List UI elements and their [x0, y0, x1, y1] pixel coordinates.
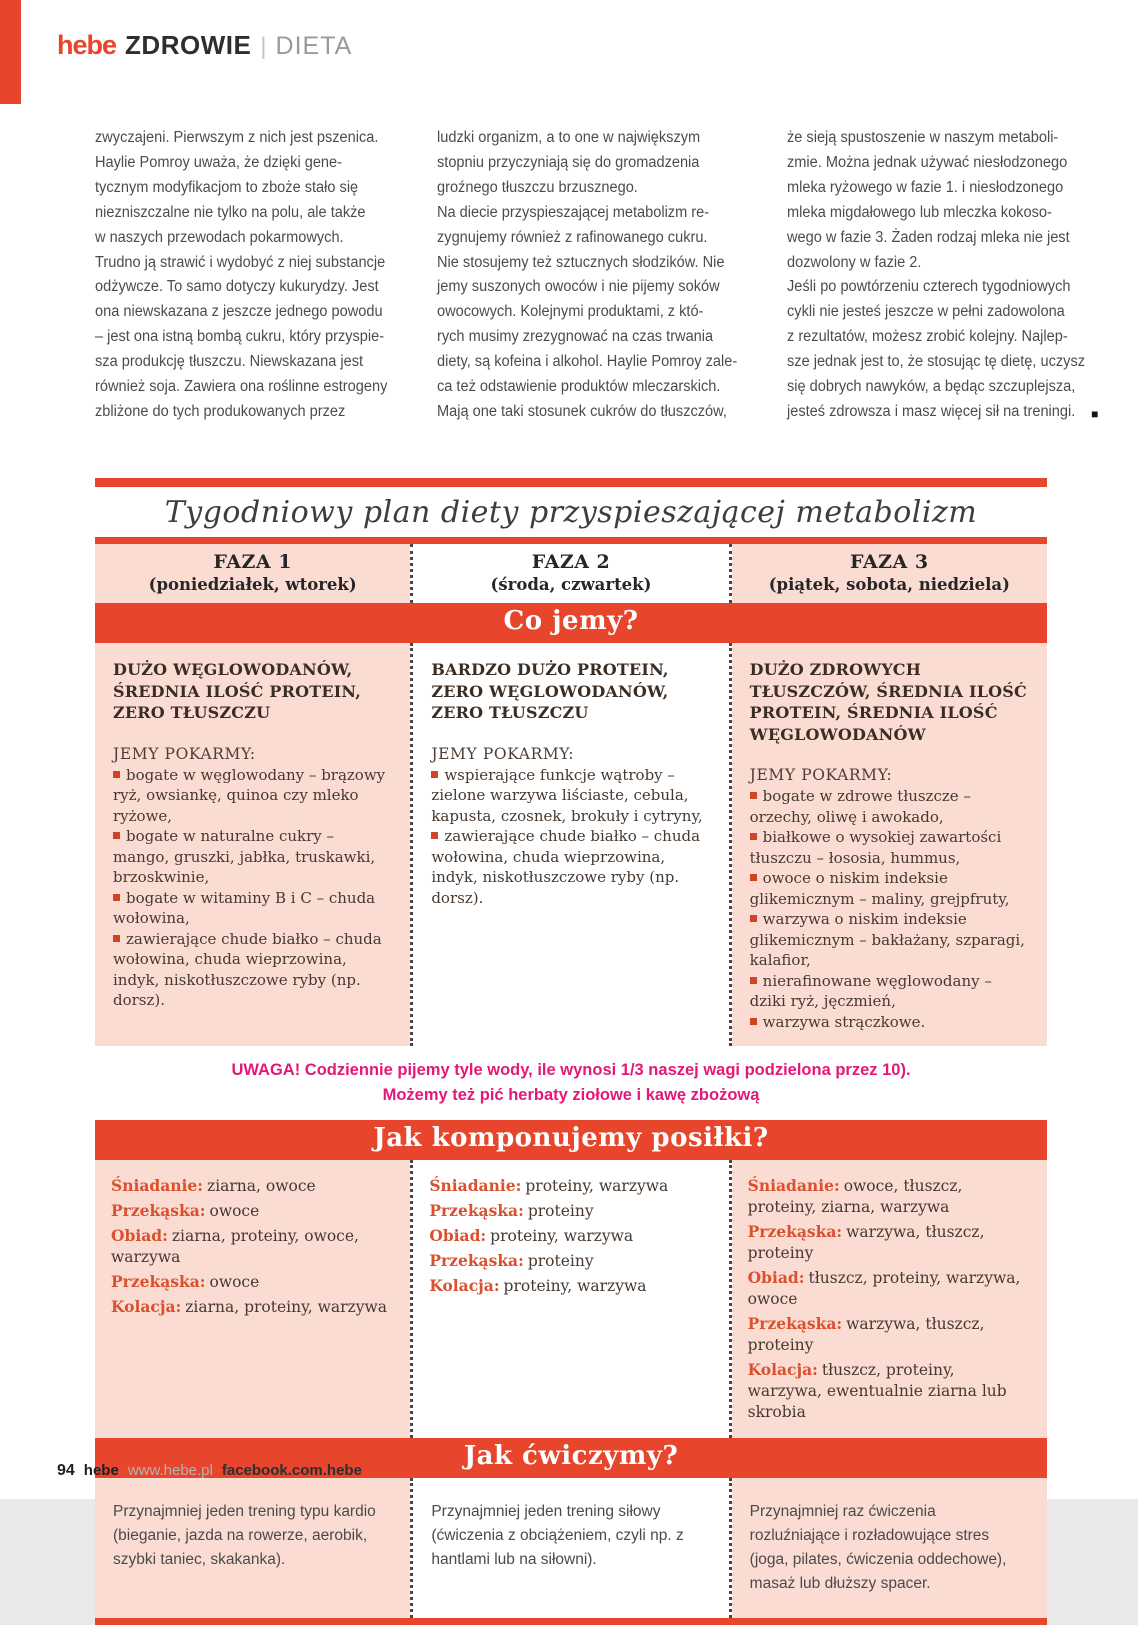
- article-line: sza produkcję tłuszczu. Niewskazana jest: [95, 353, 364, 371]
- diet-summary: DUŻO WĘGLOWODANÓW, ŚREDNIA ILOŚĆ PROTEIN, ZERO TŁUSZCZU: [113, 660, 361, 722]
- meal-label: Przekąska:: [111, 1272, 206, 1291]
- page-number: 94: [57, 1462, 75, 1479]
- meal-value: ziarna, proteiny, warzywa: [185, 1298, 387, 1316]
- meal-line: [748, 1359, 1031, 1423]
- article-line: rych musimy zrezygnować na czas trwania: [437, 328, 714, 346]
- meal-value: proteiny, warzywa: [490, 1227, 634, 1245]
- food-bullet-text: warzywa o niskim indeksie glikemicznym – bakłażany, szparagi, kalafior,: [749, 910, 1025, 969]
- article-line: zbliżone do tych produkowanych przez: [95, 402, 346, 420]
- square-bullet-icon: [431, 832, 438, 839]
- footer-website: www.hebe.pl: [127, 1462, 213, 1479]
- phase-1-header: [95, 544, 410, 603]
- meal-line: [429, 1175, 712, 1197]
- article-line: zygnujemy również z rafinowanego cukru.: [437, 228, 708, 246]
- meal-line: [748, 1313, 1031, 1356]
- meal-value: proteiny: [527, 1202, 594, 1220]
- meal-line: [111, 1296, 394, 1318]
- foods-lead: JEMY POKARMY:: [431, 744, 575, 763]
- meal-label: Obiad:: [429, 1226, 487, 1245]
- meal-value: owoce, tłuszcz, proteiny, ziarna, warzywa: [747, 1177, 963, 1216]
- what-we-eat-phase-2: [410, 643, 731, 1046]
- article-line: zmie. Można jednak używać niesłodzonego: [787, 153, 1068, 171]
- meal-value: proteiny, warzywa: [525, 1177, 669, 1195]
- exercise-text: Przynajmniej jeden trening siłowy (ćwiczenia z obciążeniem, czyli np. z hantlami lub na siłowni).: [431, 1503, 684, 1568]
- section-heading-meals: Jak komponujemy posiłki?: [95, 1120, 1047, 1160]
- food-bullet-text: bogate w węglowodany – brązowy ryż, owsiankę, quinoa czy mleko ryżowe,: [113, 765, 386, 825]
- article-line: sze jednak jest to, że stosując tę dietę, uczysz: [787, 353, 1086, 371]
- meal-label: Śniadanie:: [747, 1176, 840, 1195]
- table-title: Tygodniowy plan diety przyspieszającej metabolizm: [164, 494, 978, 530]
- food-bullet-text: zawierające chude białko – chuda wołowina, chuda wieprzowina, indyk, niskotłuszczowe ryby (np. dorsz).: [431, 827, 701, 907]
- article-line: w naszych przewodach pokarmowych.: [95, 228, 344, 246]
- food-bullet: [750, 786, 1029, 827]
- article-line: Mają one taki stosunek cukrów do tłuszczów,: [437, 402, 727, 420]
- exercise-phase-2: [410, 1478, 731, 1618]
- article-line: ona niewskazana z jeszcze jednego powodu: [95, 303, 383, 321]
- article-line: mleka ryżowego w fazie 1. i niesłodzonego: [787, 178, 1064, 196]
- square-bullet-icon: [750, 915, 757, 922]
- square-bullet-icon: [113, 894, 120, 901]
- section-heading-exercise: Jak ćwiczymy?: [95, 1438, 1047, 1478]
- article-line: jemy suszonych owoców i nie pijemy soków: [437, 278, 720, 296]
- footer-brand: hebe: [83, 1462, 119, 1479]
- food-bullet: [750, 909, 1029, 971]
- foods-lead: JEMY POKARMY:: [749, 766, 893, 784]
- meal-value: proteiny, warzywa: [503, 1277, 647, 1295]
- article-line: Nie stosujemy też sztucznych słodzików. Nie: [437, 253, 725, 271]
- brand-logo: hebe: [57, 30, 117, 60]
- meal-value: ziarna, proteiny, owoce, warzywa: [111, 1227, 359, 1266]
- exercise-phase-3: [732, 1478, 1047, 1618]
- article-line: że sieją spustoszenie w naszym metaboli-: [787, 129, 1059, 146]
- table-bottom-rule: [95, 1618, 1047, 1625]
- meal-label: Przekąska:: [747, 1314, 843, 1333]
- meals-phase-2: [410, 1160, 731, 1438]
- food-bullet: [750, 971, 1029, 1012]
- meal-label: Śniadanie:: [111, 1176, 204, 1195]
- phase-days: (środa, czwartek): [490, 575, 652, 594]
- exercise-row: [95, 1478, 1047, 1618]
- food-bullet: [113, 888, 392, 929]
- food-bullet: [113, 929, 392, 1011]
- article-line: cykli nie jesteś jeszcze w pełni zadowolona: [787, 303, 1066, 321]
- article-end-mark-icon: ■: [1091, 406, 1099, 421]
- meal-line: [111, 1175, 394, 1197]
- table-top-rule: [95, 478, 1047, 487]
- diet-summary: DUŻO ZDROWYCH TŁUSZCZÓW, ŚREDNIA ILOŚĆ PROTEIN, ŚREDNIA ILOŚĆ WĘGLOWODANÓW: [749, 660, 1027, 744]
- meal-value: proteiny: [527, 1252, 594, 1270]
- article-line: Jeśli po powtórzeniu czterech tygodniowych: [787, 278, 1071, 296]
- article-line: niezniszczalne nie tylko na polu, ale także: [95, 203, 366, 221]
- food-bullet-text: bogate w witaminy B i C – chuda wołowina,: [113, 888, 376, 927]
- food-bullet: [750, 1012, 1029, 1033]
- meal-value: warzywa, tłuszcz, proteiny: [747, 1315, 985, 1354]
- article-line: ludzki organizm, a to one w największym: [437, 129, 701, 146]
- food-bullet-text: bogate w zdrowe tłuszcze – orzechy, oliwę i awokado,: [749, 787, 971, 826]
- note-line-1: UWAGA! Codziennie pijemy tyle wody, ile wynosi 1/3 naszej wagi podzielona przez 10).: [231, 1061, 911, 1079]
- phase-3-header: [732, 544, 1047, 603]
- square-bullet-icon: [113, 832, 120, 839]
- food-bullet-text: zawierające chude białko – chuda wołowina, chuda wieprzowina, indyk, niskotłuszczowe ryby (np. dorsz).: [113, 929, 382, 1009]
- meal-line: [429, 1200, 712, 1222]
- meal-line: [748, 1221, 1031, 1264]
- article-line: ca też odstawienie produktów mleczarskich.: [437, 378, 721, 396]
- food-bullet-text: bogate w naturalne cukry – mango, gruszki, jabłka, truskawki, brzoskwinie,: [113, 827, 376, 886]
- food-bullet-text: warzywa strączkowe.: [762, 1012, 926, 1031]
- article-body: [95, 126, 1099, 425]
- food-bullet: [113, 826, 392, 888]
- article-line: również soja. Zawiera ona roślinne estrogeny: [95, 378, 388, 396]
- article-line: mleka migdałowego lub mleczka kokoso-: [787, 203, 1053, 221]
- food-bullet: [431, 826, 710, 908]
- food-bullet-text: nierafinowane węglowodany – dziki ryż, jęczmień,: [749, 971, 992, 1010]
- foods-list: [113, 765, 392, 1011]
- meal-value: owoce: [209, 1202, 260, 1220]
- food-bullet: [113, 765, 392, 827]
- article-line: z rezultatów, możesz zrobić kolejny. Najlep-: [787, 328, 1069, 346]
- food-bullet: [431, 765, 710, 827]
- food-bullet-text: wspierające funkcje wątroby – zielone warzywa liściaste, cebula, kapusta, czosnek, brokuły i cytryny,: [431, 765, 703, 825]
- square-bullet-icon: [750, 977, 757, 984]
- phase-header-row: [95, 544, 1047, 603]
- exercise-text: Przynajmniej raz ćwiczenia rozluźniające i rozładowujące stres (joga, pilates, ćwiczenia oddechowe), masaż lub dłuższy spacer.: [749, 1503, 1007, 1592]
- meal-label: Obiad:: [111, 1226, 168, 1245]
- table-title-rule: [95, 537, 1047, 544]
- square-bullet-icon: [113, 771, 120, 778]
- article-line: stopniu przyczyniają się do gromadzenia: [437, 153, 700, 171]
- meal-line: [429, 1250, 712, 1272]
- phase-2-header: [410, 544, 731, 603]
- meal-value: warzywa, tłuszcz, proteiny: [747, 1223, 985, 1262]
- article-line: jesteś zdrowsza i masz więcej sił na treningi.: [787, 402, 1076, 420]
- section-heading-what-we-eat: Co jemy?: [95, 603, 1047, 643]
- square-bullet-icon: [750, 833, 757, 840]
- article-line: zwyczajeni. Pierwszym z nich jest pszenica.: [95, 129, 379, 146]
- meals-row: [95, 1160, 1047, 1438]
- meal-label: Przekąska:: [747, 1222, 843, 1241]
- meal-label: Śniadanie:: [429, 1176, 522, 1195]
- phase-days: (piątek, sobota, niedziela): [768, 575, 1010, 594]
- square-bullet-icon: [750, 792, 757, 799]
- article-column-2: [437, 126, 756, 425]
- what-we-eat-phase-3: [732, 643, 1047, 1046]
- meals-phase-3: [732, 1160, 1047, 1438]
- footer-facebook: facebook.com.hebe: [221, 1462, 362, 1479]
- food-bullet: [750, 827, 1029, 868]
- meal-label: Przekąska:: [429, 1201, 524, 1220]
- article-line: diety, są kofeina i alkohol. Haylie Pomroy zale-: [437, 353, 738, 371]
- square-bullet-icon: [431, 771, 438, 778]
- article-line: Haylie Pomroy uważa, że dzięki gene-: [95, 153, 342, 171]
- article-line: groźnego tłuszczu brzusznego.: [437, 178, 638, 196]
- square-bullet-icon: [750, 1018, 757, 1025]
- phase-name: FAZA 1: [213, 551, 292, 573]
- section-divider: |: [260, 33, 267, 60]
- meal-line: [111, 1271, 394, 1293]
- meal-line: [111, 1225, 394, 1268]
- phase-days: (poniedziałek, wtorek): [148, 575, 357, 594]
- article-line: się dobrych nawyków, a będąc szczuplejsza,: [787, 378, 1076, 396]
- diet-summary: BARDZO DUŻO PROTEIN, ZERO WĘGLOWODANÓW, ZERO TŁUSZCZU: [431, 660, 669, 722]
- meal-value: owoce: [209, 1273, 260, 1291]
- diet-plan-table: [95, 478, 1047, 1625]
- article-line: dozwolony w fazie 2.: [787, 253, 922, 271]
- article-line: Trudno ją strawić i wydobyć z niej substancje: [95, 253, 386, 271]
- meal-line: [429, 1225, 712, 1247]
- meal-label: Przekąska:: [429, 1251, 524, 1270]
- foods-list: [431, 765, 710, 909]
- food-bullet: [750, 868, 1029, 909]
- hydration-note: [95, 1046, 1047, 1120]
- section-title: ZDROWIE: [125, 30, 252, 60]
- exercise-text: Przynajmniej jeden trening typu kardio (bieganie, jazda na rowerze, aerobik, szybki taniec, skakanka).: [113, 1503, 376, 1568]
- foods-lead: JEMY POKARMY:: [113, 744, 256, 763]
- article-line: odżywcze. To samo dotyczy kukurydzy. Jest: [95, 278, 379, 296]
- meal-line: [748, 1175, 1031, 1218]
- phase-name: FAZA 2: [531, 551, 611, 573]
- foods-list: [750, 786, 1029, 1032]
- meals-phase-1: [95, 1160, 410, 1438]
- article-line: Na diecie przyspieszającej metabolizm re-: [437, 203, 710, 221]
- subsection-title: DIETA: [275, 32, 353, 60]
- square-bullet-icon: [113, 935, 120, 942]
- corner-accent-bar: [0, 0, 21, 104]
- meal-line: [748, 1267, 1031, 1310]
- meal-label: Obiad:: [747, 1268, 805, 1287]
- food-bullet-text: białkowe o wysokiej zawartości tłuszczu – łososia, hummus,: [749, 828, 1002, 867]
- meal-label: Kolacja:: [111, 1297, 182, 1316]
- article-line: wego w fazie 3. Żaden rodzaj mleka nie jest: [787, 228, 1071, 246]
- square-bullet-icon: [750, 874, 757, 881]
- meal-line: [429, 1275, 712, 1297]
- page-footer: [57, 1462, 362, 1480]
- meal-label: Przekąska:: [111, 1201, 206, 1220]
- article-line: – jest ona istną bombą cukru, który przyspie-: [95, 328, 385, 346]
- meal-line: [111, 1200, 394, 1222]
- note-line-2: Możemy też pić herbaty ziołowe i kawę zbożową: [382, 1086, 760, 1104]
- phase-name: FAZA 3: [850, 551, 929, 573]
- meal-label: Kolacja:: [429, 1276, 500, 1295]
- article-line: tycznym modyfikacjom to zboże stało się: [95, 178, 359, 196]
- food-bullet-text: owoce o niskim indeksie glikemicznym – maliny, grejpfruty,: [749, 869, 1010, 908]
- masthead: [57, 30, 352, 61]
- what-we-eat-phase-1: [95, 643, 410, 1046]
- what-we-eat-row: [95, 643, 1047, 1046]
- meal-value: tłuszcz, proteiny, warzywa, ewentualnie ziarna lub skrobia: [747, 1361, 1007, 1421]
- meal-label: Kolacja:: [747, 1360, 818, 1379]
- meal-value: tłuszcz, proteiny, warzywa, owoce: [747, 1269, 1021, 1308]
- meal-value: ziarna, owoce: [207, 1177, 316, 1195]
- article-column-3: [787, 126, 1104, 425]
- article-line: owocowych. Kolejnymi produktami, z któ-: [437, 303, 704, 321]
- article-column-1: [95, 126, 406, 425]
- exercise-phase-1: [95, 1478, 410, 1618]
